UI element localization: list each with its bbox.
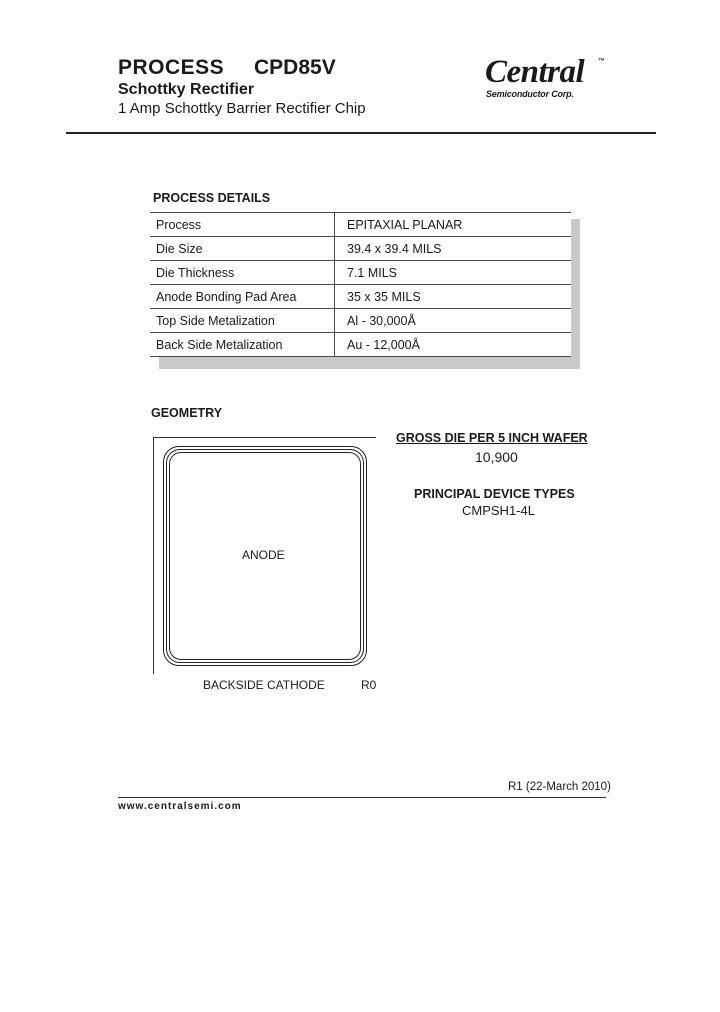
param-cell: Anode Bonding Pad Area bbox=[150, 285, 335, 309]
param-cell: Top Side Metalization bbox=[150, 309, 335, 333]
value-cell: Al - 30,000Å bbox=[335, 309, 572, 333]
table-row bbox=[150, 261, 571, 285]
device-category: Schottky Rectifier bbox=[118, 81, 255, 98]
trademark-symbol: ™ bbox=[598, 58, 605, 65]
device-types-value: CMPSH1-4L bbox=[462, 503, 535, 518]
company-tagline: Semiconductor Corp. bbox=[486, 89, 574, 99]
geometry-title: GEOMETRY bbox=[151, 406, 223, 420]
value-cell: 39.4 x 39.4 MILS bbox=[335, 237, 572, 261]
process-label: PROCESS bbox=[118, 56, 225, 79]
param-cell: Die Thickness bbox=[150, 261, 335, 285]
table-row bbox=[150, 333, 571, 357]
footer-divider bbox=[118, 797, 606, 798]
device-description: 1 Amp Schottky Barrier Rectifier Chip bbox=[118, 100, 366, 117]
process-details-table bbox=[150, 212, 571, 357]
value-cell: EPITAXIAL PLANAR bbox=[335, 213, 572, 237]
cathode-label: BACKSIDE CATHODE bbox=[203, 678, 325, 692]
process-details-title: PROCESS DETAILS bbox=[153, 191, 271, 205]
gross-die-value: 10,900 bbox=[475, 449, 518, 465]
param-cell: Die Size bbox=[150, 237, 335, 261]
part-number: CPD85V bbox=[254, 56, 336, 79]
document-revision: R1 (22-March 2010) bbox=[508, 781, 611, 793]
anode-label: ANODE bbox=[242, 548, 285, 562]
table-row bbox=[150, 285, 571, 309]
gross-die-title: GROSS DIE PER 5 INCH WAFER bbox=[396, 431, 588, 445]
company-logo: Central bbox=[485, 54, 585, 90]
value-cell: Au - 12,000Å bbox=[335, 333, 572, 357]
geometry-revision: R0 bbox=[361, 678, 377, 692]
website-link[interactable]: www.centralsemi.com bbox=[118, 801, 242, 812]
value-cell: 7.1 MILS bbox=[335, 261, 572, 285]
device-types-title: PRINCIPAL DEVICE TYPES bbox=[414, 487, 575, 501]
header-divider bbox=[66, 132, 656, 134]
table-row bbox=[150, 237, 571, 261]
table-row bbox=[150, 213, 571, 237]
param-cell: Back Side Metalization bbox=[150, 333, 335, 357]
value-cell: 35 x 35 MILS bbox=[335, 285, 572, 309]
param-cell: Process bbox=[150, 213, 335, 237]
table-row bbox=[150, 309, 571, 333]
